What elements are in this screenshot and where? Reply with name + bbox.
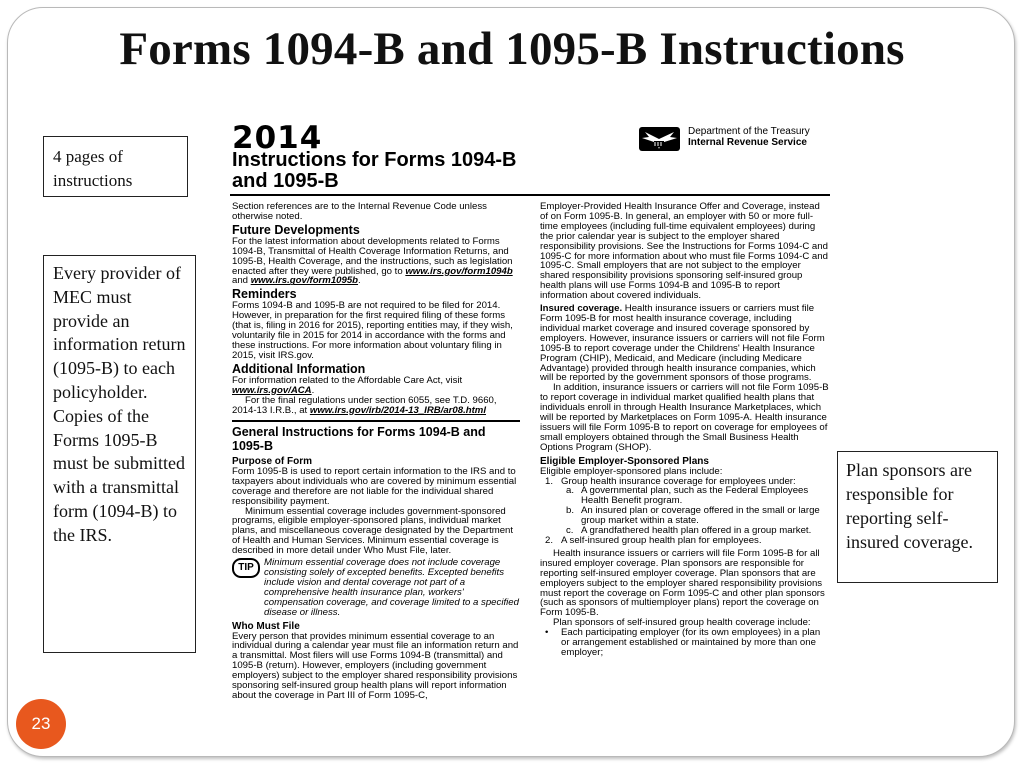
list-text: An insured plan or coverage offered in the small or large group market within a state. — [581, 505, 820, 527]
insured-coverage-text — [540, 304, 830, 383]
sponsors-text: Plan sponsors of self-insured group health coverage include: — [553, 617, 811, 629]
section-rule — [232, 420, 520, 422]
future-and: and — [232, 275, 249, 287]
regs-body: For the final regulations under section 6055, see T.D. 9660, 2014-13 I.R.B., at — [232, 394, 497, 416]
doc-heading: Instructions for Forms 1094-B and 1095-B — [232, 149, 517, 192]
eligible-intro: Eligible employer-sponsored plans include: — [540, 465, 723, 477]
doc-left-column — [232, 202, 520, 701]
reminders-heading: Reminders — [232, 287, 297, 302]
list-marker: b. — [566, 505, 575, 517]
mec-text: Minimum essential coverage includes government-sponsored programs, eligible employer-sponsored plans, individual market plans, and miscellaneous coverage designated by the Department of Health and Human Services. Minimum essential coverage is described in more detail under Who Must File, later. — [232, 505, 514, 557]
eligible-heading: Eligible Employer-Sponsored Plans — [540, 455, 709, 467]
page-number-badge: 23 — [16, 699, 66, 749]
instructions-document-image — [230, 120, 832, 724]
list-item — [566, 486, 830, 506]
list-marker: 1. — [545, 475, 554, 487]
list-marker: 2. — [545, 535, 554, 546]
doc-top-rule — [230, 194, 830, 196]
irs-eagle-logo-icon — [637, 124, 682, 154]
tip-block — [232, 558, 520, 617]
general-heading: General Instructions for Forms 1094-B and 1095-B — [232, 424, 486, 453]
callout-pages: 4 pages of instructions — [43, 136, 188, 197]
list-text: A self-insured group health plan for employees. — [561, 535, 762, 546]
form1094b-link[interactable]: www.irs.gov/form1094b — [405, 265, 513, 277]
list-text: Each participating employer (for its own employees) in a plan or arrangement established or maintained by more than one employer; — [561, 627, 821, 658]
tip-icon: TIP — [232, 558, 260, 578]
irs-name: Internal Revenue Service — [688, 137, 807, 148]
employer-provided-text: Employer-Provided Health Insurance Offer and Coverage, instead of on Form 1095-B. In general, an employer with 50 or more full-time employees (including full-time equivalent employees) during the prior calendar year is subject to the employer shared responsibility provisions. See the Instructions for Forms 1094-C and 1095-C for more information about who must file Forms 1094-C and 1095-C. Small employers that are not subject to the employer shared responsibility provisions sponsoring self-insured group health plans will use Forms 1094-B and 1095-B to report information about covered individuals. — [540, 201, 828, 302]
who-text: Every person that provides minimum essential coverage to an individual during a calendar year must file an information return and a transmittal. Most filers will use Forms 1094-B (transmittal) and 1095-B (return). However, employers (including government employers) subject to the employer shared responsibility provisions sponsoring self-insured group health plans will report information about the coverage in Part III of Form 1095-C, — [232, 630, 519, 701]
irb-link[interactable]: www.irs.gov/irb/2014-13_IRB/ar08.html — [309, 404, 487, 416]
slide-title: Forms 1094-B and 1095-B Instructions — [119, 23, 905, 75]
irs-department — [688, 126, 810, 148]
list-text: Group health insurance coverage for employees under: — [561, 475, 796, 487]
carriers-text: Health insurance issuers or carriers will file Form 1095-B for all insured employer coverage. Plan sponsors are responsible for reporting self-insured employer coverage. Plan sponsors that are employers subject to the employer shared responsibility provisions must report the coverage on Form 1095-C and other plan sponsors (such as sponsors of multiemployer plans) report the coverage on Form 1095-B. — [540, 547, 825, 619]
reminders-text: Forms 1094-B and 1095-B are not required to be filed for 2014. However, in preparation for the first required filing of these forms (that is, filing in 2016 for 2015), reporting entities may, if they wish, voluntarily file in 2015 for 2014 in accordance with the forms and these instructions. For more information about voluntary filing in 2015, visit IRS.gov. — [232, 300, 513, 361]
form1095b-link[interactable]: www.irs.gov/form1095b — [250, 275, 359, 287]
additional-body: For information related to the Affordable Care Act, visit — [232, 374, 463, 386]
insured-label: Insured coverage. — [540, 303, 623, 315]
list-text: A grandfathered health plan offered in a group market. — [581, 525, 812, 537]
purpose-text: Form 1095-B is used to report certain information to the IRS and to taxpayers about individuals who are covered by minimum essential coverage and therefore are not liable for the individual shared responsibility payment. — [232, 465, 517, 507]
tip-text: Minimum essential coverage does not include coverage consisting solely of excepted benefits. Excepted benefits include vision and dental coverage not part of a comprehensive health insurance plan, workers' compensation coverage, and coverage limited to a specified disease or illness. — [264, 557, 519, 618]
list-item — [566, 506, 830, 526]
purpose-heading: Purpose of Form — [232, 455, 313, 467]
list-item — [545, 536, 830, 546]
list-marker: a. — [566, 485, 575, 497]
future-heading: Future Developments — [232, 222, 360, 237]
doc-right-column — [540, 202, 830, 658]
list-marker: c. — [566, 525, 574, 537]
callout-sponsors: Plan sponsors are responsible for reporting self-insured coverage. — [837, 451, 998, 583]
callout-provider: Every provider of MEC must provide an information return (1095-B) to each policyholder. Copies of the Forms 1095-B must be submitted with a transmittal form (1094-B) to the IRS. — [43, 255, 196, 653]
aca-link[interactable]: www.irs.gov/ACA — [232, 384, 312, 396]
bullet-marker: • — [545, 627, 549, 639]
regs-text — [232, 396, 520, 416]
irs-dept-line: Department of the Treasury — [688, 126, 810, 137]
intro-text: Section references are to the Internal Revenue Code unless otherwise noted. — [232, 201, 487, 222]
doc-year: 2014 — [232, 120, 323, 156]
future-body: For the latest information about developments related to Forms 1094-B, Transmittal of Health Coverage Information Returns, and 1095-B, Health Coverage, and the instructions, such as legislation enacted after they were published, go to — [232, 235, 513, 277]
additional-text: For information related to the Affordable Care Act, visit www.irs.gov/ACA. — [232, 374, 463, 396]
insured-body: Health insurance issuers or carriers must file Form 1095-B for most health insurance coverage, including individual market coverage and insured coverage sponsored by employers. However, insurance issuers or carriers will not file Form 1095-B to report coverage under the Childrens' Health Insurance Program (CHIP), Medicaid, and Medicare (including Medicare Advantage) provided through health insurance companies, which will be reported by the government sponsors of those programs. — [540, 303, 825, 384]
addition-text: In addition, insurance issuers or carriers will not file Form 1095-B to report coverage in individual market qualified health plans that individuals enroll in through Health Insurance Marketplaces, which will be reported by Marketplaces on Form 1095-A. Health insurance issuers will file Form 1095-B to report on coverage for employees of small employers obtained through the Small Business Health Options Program (SHOP). — [540, 382, 829, 453]
list-text: A governmental plan, such as the Federal Employees Health Benefit program. — [581, 485, 809, 507]
future-text: For the latest information about developments related to Forms 1094-B, Transmittal of Health Coverage Information Returns, and 1095-B, Health Coverage, and the instructions, such as legislation enacted after they were published, go to www.irs.gov/form1094b and www.irs.gov/form1095b. — [232, 235, 513, 287]
who-heading: Who Must File — [232, 620, 300, 632]
list-item — [545, 628, 830, 658]
additional-heading: Additional Information — [232, 361, 366, 376]
